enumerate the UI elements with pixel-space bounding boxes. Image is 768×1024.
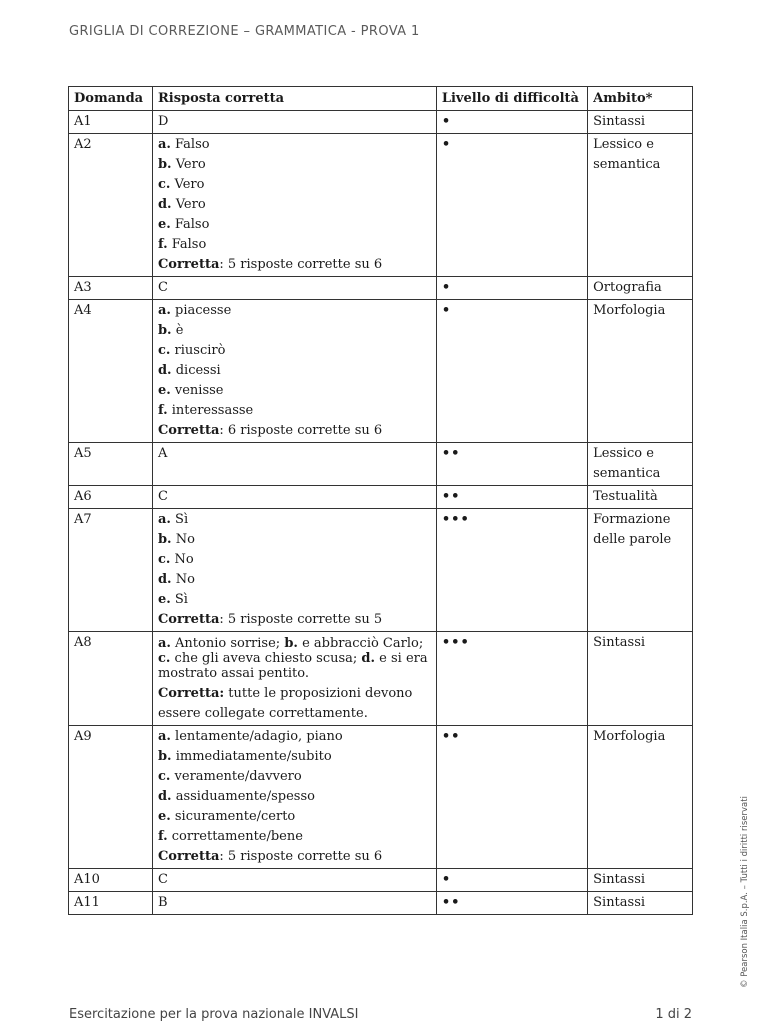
table-row	[69, 486, 693, 509]
answer-line	[158, 135, 431, 155]
table-body	[69, 111, 693, 915]
answer-value: : 5 risposte corrette su 6	[219, 849, 383, 864]
correct-answer	[152, 111, 436, 134]
answer-value: veramente/davvero	[170, 769, 302, 784]
correct-answer	[152, 869, 436, 892]
answer-key: c.	[157, 552, 171, 567]
answer-key: d.	[361, 651, 376, 666]
answer-key: d.	[157, 363, 172, 378]
table-row	[69, 632, 693, 726]
answer-key: c.	[157, 651, 171, 666]
answer-value: : 5 risposte corrette su 5	[219, 612, 383, 627]
answer-value: No	[171, 532, 195, 547]
column-header-risposta: Risposta corretta	[152, 87, 436, 111]
difficulty-level: •••	[436, 632, 587, 726]
answer-key: b.	[284, 636, 298, 651]
answer-value: Falso	[167, 237, 207, 252]
answer-line	[158, 827, 431, 847]
correct-answer	[152, 134, 436, 277]
answer-value: Vero	[171, 197, 206, 212]
answer-line	[158, 341, 431, 361]
ambito: Lessico e semantica	[588, 134, 693, 277]
answer-line	[158, 444, 431, 464]
answer-line	[158, 381, 431, 401]
answer-value: che gli aveva chiesto scusa;	[170, 651, 362, 666]
answer-line	[158, 175, 431, 195]
table-row	[69, 277, 693, 300]
column-header-domanda: Domanda	[69, 87, 153, 111]
answer-key: b.	[157, 157, 172, 172]
answer-line	[158, 590, 431, 610]
question-id: A6	[69, 486, 153, 509]
answer-value: assiduamente/spesso	[171, 789, 315, 804]
answer-value: riuscirò	[170, 343, 226, 358]
answer-key: Corretta	[157, 849, 220, 864]
answer-key: e.	[157, 809, 171, 824]
answer-key: a.	[157, 137, 171, 152]
answer-key: f.	[157, 829, 168, 844]
difficulty-level: •	[436, 134, 587, 277]
ambito: Morfologia	[588, 300, 693, 443]
question-id: A4	[69, 300, 153, 443]
answer-key: d.	[157, 789, 172, 804]
question-id: A8	[69, 632, 153, 726]
answer-line	[158, 361, 431, 381]
answer-key: c.	[157, 769, 171, 784]
question-id: A9	[69, 726, 153, 869]
answer-key: c.	[157, 177, 171, 192]
answer-value: Sì	[170, 592, 188, 607]
answer-key: a.	[157, 729, 171, 744]
page-title: GRIGLIA DI CORREZIONE – GRAMMATICA - PROVA 1	[69, 24, 420, 39]
answer-key: a.	[157, 512, 171, 527]
answer-line	[158, 487, 431, 507]
difficulty-level: ••	[436, 726, 587, 869]
answer-line	[158, 278, 431, 298]
answer-value: Falso	[170, 137, 210, 152]
difficulty-level: ••	[436, 443, 587, 486]
answer-value: Vero	[171, 157, 206, 172]
table-row	[69, 892, 693, 915]
correct-answer	[152, 726, 436, 869]
correct-answer	[152, 300, 436, 443]
answer-line	[158, 747, 431, 767]
answer-key: Corretta:	[157, 686, 225, 701]
question-id: A1	[69, 111, 153, 134]
answer-value: C	[157, 489, 168, 504]
difficulty-level: •	[436, 111, 587, 134]
answer-value: : 5 risposte corrette su 6	[219, 257, 383, 272]
answer-line	[158, 767, 431, 787]
answer-value: e si era mostrato assai pentito.	[157, 651, 428, 681]
answer-value: A	[157, 446, 168, 461]
answer-key: a.	[157, 303, 171, 318]
answer-value: Falso	[170, 217, 210, 232]
ambito: Sintassi	[588, 111, 693, 134]
answer-value: No	[170, 552, 194, 567]
correct-answer	[152, 486, 436, 509]
correction-grid-table	[68, 86, 693, 915]
answer-key: Corretta	[157, 257, 220, 272]
answer-value: immediatamente/subito	[171, 749, 332, 764]
ambito: Sintassi	[588, 869, 693, 892]
answer-line	[158, 610, 431, 630]
difficulty-level: •	[436, 300, 587, 443]
answer-key: c.	[157, 343, 171, 358]
answer-line	[158, 301, 431, 321]
answer-line	[158, 684, 431, 724]
table-row	[69, 443, 693, 486]
table-header-row	[69, 87, 693, 111]
page-number: 1 di 2	[655, 1007, 692, 1022]
answer-line	[158, 570, 431, 590]
correct-answer	[152, 632, 436, 726]
answer-line	[158, 215, 431, 235]
answer-key: b.	[157, 532, 172, 547]
question-id: A5	[69, 443, 153, 486]
answer-value: Sì	[170, 512, 189, 527]
answer-key: Corretta	[157, 612, 220, 627]
answer-key: d.	[157, 572, 172, 587]
table-row	[69, 726, 693, 869]
answer-key: b.	[157, 749, 172, 764]
answer-value: Vero	[170, 177, 205, 192]
answer-line	[158, 847, 431, 867]
question-id: A2	[69, 134, 153, 277]
answer-line	[158, 421, 431, 441]
answer-line	[158, 235, 431, 255]
difficulty-level: ••	[436, 486, 587, 509]
table-row	[69, 111, 693, 134]
answer-line	[158, 401, 431, 421]
answer-value: Antonio sorrise;	[170, 636, 285, 651]
question-id: A3	[69, 277, 153, 300]
answer-key: Corretta	[157, 423, 220, 438]
answer-value: C	[157, 280, 168, 295]
answer-line	[158, 550, 431, 570]
answer-line	[158, 727, 431, 747]
correct-answer	[152, 892, 436, 915]
answer-key: b.	[157, 323, 172, 338]
answer-value: e abbracciò Carlo;	[297, 636, 424, 651]
answer-line	[158, 787, 431, 807]
answer-line	[158, 510, 431, 530]
answer-value: dicessi	[171, 363, 221, 378]
correct-answer	[152, 509, 436, 632]
copyright-text: © Pearson Italia S.p.A. – Tutti i diritti riservati	[740, 796, 750, 988]
answer-key: f.	[157, 403, 168, 418]
answer-key: e.	[157, 592, 171, 607]
answer-value: piacesse	[170, 303, 232, 318]
answer-key: e.	[157, 383, 171, 398]
footer-text: Esercitazione per la prova nazionale INVALSI	[69, 1007, 359, 1022]
answer-value: D	[157, 114, 169, 129]
answer-line	[158, 893, 431, 913]
answer-value: B	[157, 895, 168, 910]
answer-key: a.	[157, 636, 171, 651]
table-row	[69, 300, 693, 443]
ambito: Formazione delle parole	[588, 509, 693, 632]
answer-key: d.	[157, 197, 172, 212]
answer-line	[158, 807, 431, 827]
answer-line	[158, 255, 431, 275]
ambito: Morfologia	[588, 726, 693, 869]
answer-line	[158, 321, 431, 341]
ambito: Sintassi	[588, 632, 693, 726]
answer-line	[158, 155, 431, 175]
answer-line	[158, 530, 431, 550]
difficulty-level: •	[436, 277, 587, 300]
answer-value: venisse	[170, 383, 224, 398]
question-id: A11	[69, 892, 153, 915]
column-header-ambito: Ambito*	[588, 87, 693, 111]
column-header-livello: Livello di difficoltà	[436, 87, 587, 111]
answer-line	[158, 870, 431, 890]
answer-value: correttamente/bene	[167, 829, 303, 844]
table-row	[69, 134, 693, 277]
table-row	[69, 869, 693, 892]
question-id: A7	[69, 509, 153, 632]
answer-value: No	[171, 572, 195, 587]
answer-value: interessasse	[167, 403, 254, 418]
answer-line	[158, 195, 431, 215]
ambito: Sintassi	[588, 892, 693, 915]
answer-value: C	[157, 872, 168, 887]
answer-value: è	[171, 323, 184, 338]
difficulty-level: ••	[436, 892, 587, 915]
answer-paragraph	[158, 633, 431, 684]
difficulty-level: •••	[436, 509, 587, 632]
ambito: Lessico e semantica	[588, 443, 693, 486]
copyright-notice	[740, 796, 750, 988]
difficulty-level: •	[436, 869, 587, 892]
ambito: Testualità	[588, 486, 693, 509]
answer-value: tutte le proposizioni devono essere collegate correttamente.	[157, 686, 413, 721]
answer-value: lentamente/adagio, piano	[170, 729, 343, 744]
answer-value: : 6 risposte corrette su 6	[219, 423, 383, 438]
answer-value: sicuramente/certo	[170, 809, 296, 824]
correct-answer	[152, 277, 436, 300]
question-id: A10	[69, 869, 153, 892]
correct-answer	[152, 443, 436, 486]
table-row	[69, 509, 693, 632]
answer-key: f.	[157, 237, 168, 252]
answer-key: e.	[157, 217, 171, 232]
answer-line	[158, 112, 431, 132]
ambito: Ortografia	[588, 277, 693, 300]
